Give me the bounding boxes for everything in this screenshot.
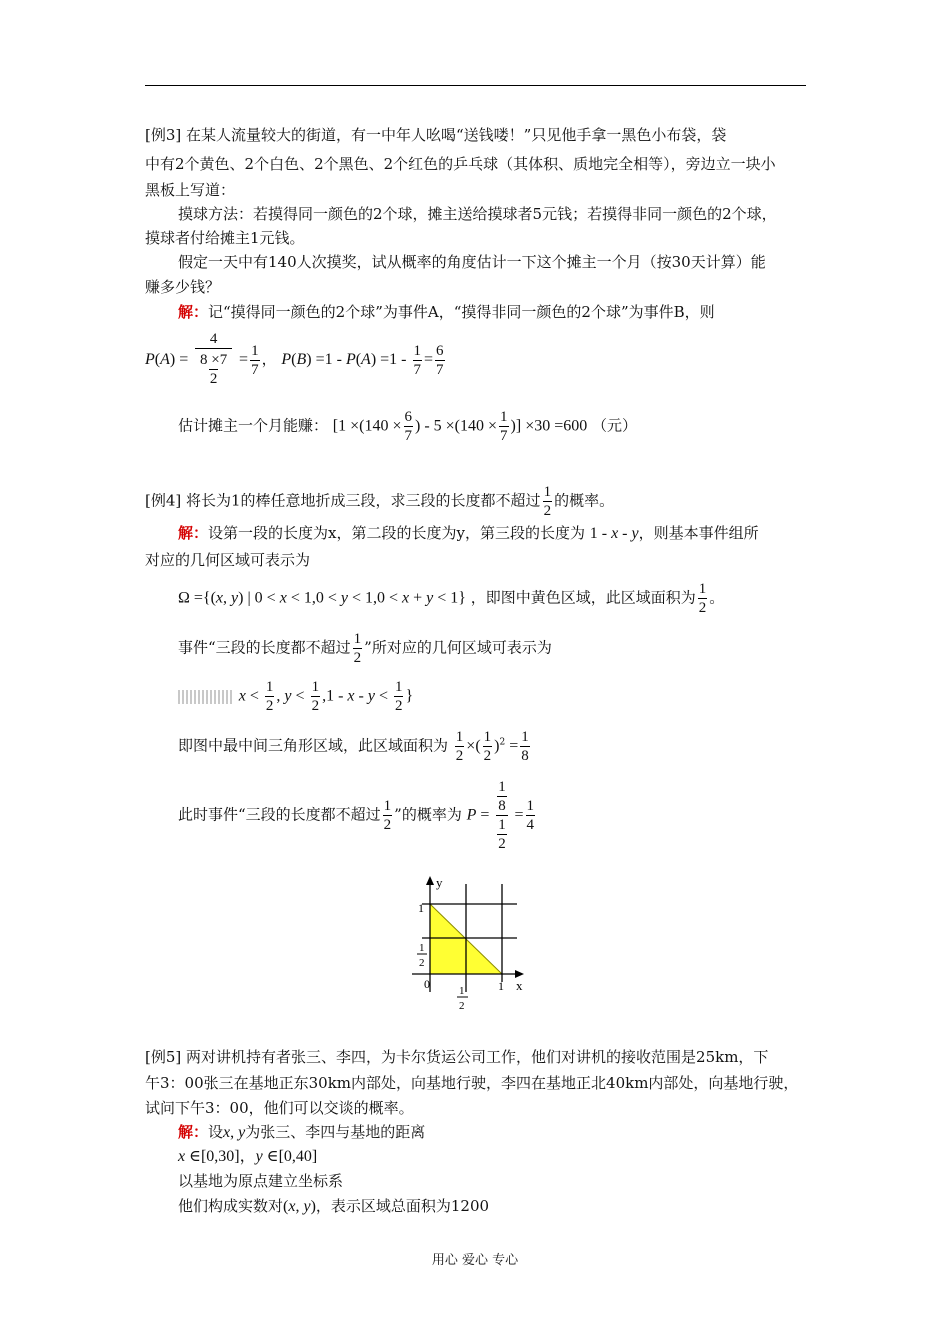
ex4-solution-line2: 对应的几何区域可表示为 [145,551,311,569]
ex5-line1: [例5] 两对讲机持有者张三、李四，为卡尔货运公司工作，他们对讲机的接收范围是25km，下 [145,1048,769,1066]
ex5-line3: 试问下午3：00，他们可以交谈的概率。 [145,1099,414,1117]
solution-label: 解： [178,1123,209,1141]
y-axis-label: y [436,875,443,890]
solution-label: 解： [178,524,209,542]
ex3-line1: [例3] 在某人流量较大的街道，有一中年人吆喝“送钱喽！”只见他手拿一黑色小布袋，袋 [145,126,727,144]
page-footer: 用心 爱心 专心 [431,1253,519,1268]
x-axis-label: x [516,978,523,993]
ex3-estimate: 估计摊主一个月能赚： [1 ×(140 × $\frac{6}{7}$ ) - 5 ×(140 × $\frac{1}{7}$ )] ×30 =600 （元） [178,409,638,444]
ex4-middle-area: 即图中最中间三角形区域，此区域面积为 $\frac{1}{2}$ ×( $\frac{1}{2}$ )$^2$ = $\frac{1}{8}$ [178,729,529,764]
header-rule [145,85,806,86]
ex5-pair: 他们构成实数对(x, y)，表示区域总面积为1200 [178,1197,490,1215]
ex3-question2: 赚多少钱？ [145,278,221,296]
ex3-solution [178,301,715,323]
ex4-region: x < $\frac{1}{2}$ , y < $\frac{1}{2}$ ,1 - x - y < $\frac{1}{2}$ } [178,678,413,715]
ex5-ranges: x ∈[0,30]，y ∈[0,40] [178,1148,318,1165]
x-tick-half-num: 1 [459,985,465,997]
ex4-solution: 解：设第一段的长度为x，第二段的长度为y，第三段的长度为 1 - x - y，则基本事件组所 [178,524,759,542]
ex3-line3: 黑板上写道： [145,181,236,199]
ex4-title: [例4] 将长为1的棒任意地折成三段，求三段的长度都不超过 $\frac{1}{2}$ 的概率。 [145,484,615,519]
ex3-solution-text: 记“摸得同一颜色的2个球”为事件A，“摸得非同一颜色的2个球”为事件B，则 [208,303,715,321]
y-tick-half-den: 2 [419,957,425,969]
ex5-solution: 解：设x, y为张三、李四与基地的距离 [178,1123,426,1141]
ex3-probability-formula: P(A) = $\frac{4}{\frac{8 \times 7}{2}}$ = $\frac{1}{7}$ ， P(B) =1 - P(A) =1 - $\frac{1}{7}$ = $\frac{6}{7}$ [145,330,447,390]
ex3-question1: 假定一天中有140人次摸奖，试从概率的角度估计一下这个摊主一个月（按30天计算）能 [178,253,766,271]
region-graph [412,872,532,1012]
ex3-rule2: 摸球者付给摊主1元钱。 [145,229,305,247]
x-tick-half-den: 2 [459,1000,465,1012]
ex4-probability: 此时事件“三段的长度都不超过 $\frac{1}{2}$ ”的概率为 P = $\frac{\frac{1}{8}}{\frac{1}{2}}$ = $\frac{1}{4}$ [178,779,535,852]
ex5-coord: 以基地为原点建立坐标系 [178,1172,344,1190]
ex4-event: 事件“三段的长度都不超过 $\frac{1}{2}$ ”所对应的几何区域可表示为 [178,631,552,666]
yuan-unit: （元） [592,416,638,435]
x-tick-1: 1 [498,979,504,993]
solution-label: 解： [178,303,209,321]
garbled-formula [178,690,234,704]
ex3-estimate-text: 估计摊主一个月能赚： [178,416,329,435]
ex4-omega: Ω ={(x, y) | 0 < x < 1,0 < y < 1,0 < x + y < 1} ，即图中黄色区域，此区域面积为 $\frac{1}{2}$ 。 [178,581,725,616]
ex3-rule1: 摸球方法：若摸得同一颜色的2个球，摊主送给摸球者5元钱；若摸得非同一颜色的2个球， [178,205,777,223]
origin-label: 0 [424,977,430,991]
ex3-line2: 中有2个黄色、2个白色、2个黑色、2个红色的乒乓球（其体积、质地完全相等），旁边立一块小 [145,155,776,173]
y-tick-1: 1 [418,901,424,915]
y-tick-half-num: 1 [419,942,425,954]
ex5-line2: 午3：00张三在基地正东30km内部处，向基地行驶，李四在基地正北40km内部处，向基地行驶， [145,1074,799,1092]
